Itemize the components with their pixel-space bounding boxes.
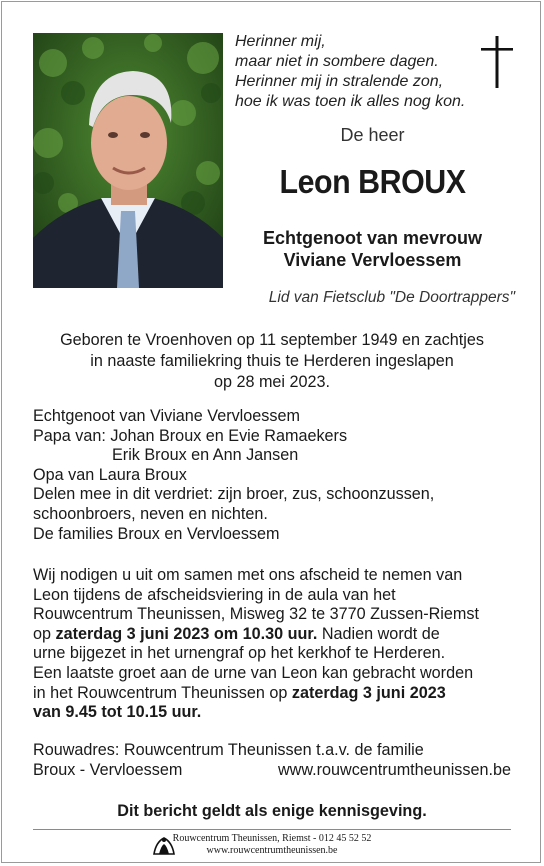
family-line: Delen mee in dit verdriet: zijn broer, zus, schoonzussen,	[33, 485, 435, 504]
club-membership: Lid van Fietsclub "De Doortrappers"	[268, 289, 515, 306]
portrait-photo	[33, 33, 223, 288]
spouse-line: Echtgenoot van mevrouw	[262, 228, 483, 248]
ceremony-line: Rouwcentrum Theunissen, Misweg 32 te 3770 Zussen-Riemst	[33, 605, 479, 624]
address-row	[33, 761, 511, 781]
mourning-address	[33, 741, 517, 780]
memorial-poem	[235, 32, 495, 112]
funeral-home-footer	[0, 833, 544, 857]
family-line: schoonbroers, neven en nichten.	[33, 504, 268, 523]
family-line: Echtgenoot van Viviane Vervloessem	[33, 407, 300, 425]
ceremony-line: Een laatste groet aan de urne van Leon kan gebracht worden	[33, 663, 474, 682]
ceremony-text: in het Rouwcentrum Theunissen op	[33, 683, 292, 702]
footer-contact: Rouwcentrum Theunissen, Riemst - 012 45 52 52	[172, 833, 372, 844]
family-line: Opa van Laura Broux	[33, 465, 187, 484]
salutation: De heer	[340, 125, 405, 145]
spouse-heading	[230, 227, 515, 271]
ceremony-line	[33, 625, 517, 645]
born-line: Geboren te Vroenhoven op 11 september 1949 en zachtjes	[60, 331, 484, 349]
footer-website[interactable]: www.rouwcentrumtheunissen.be	[206, 845, 338, 856]
notice: Dit bericht geldt als enige kennisgeving.	[117, 802, 427, 820]
ceremony-text: op	[33, 624, 56, 643]
poem-line: Herinner mij in stralende zon,	[235, 73, 444, 90]
visit-date: zaterdag 3 juni 2023	[291, 683, 446, 702]
address-line: Rouwadres: Rouwcentrum Theunissen t.a.v. de familie	[33, 741, 424, 759]
visit-time: van 9.45 tot 10.15 uur.	[33, 703, 202, 722]
ceremony-line: Leon tijdens de afscheidsviering in de aula van het	[33, 585, 396, 604]
ceremony-date-time: zaterdag 3 juni 2023 om 10.30 uur.	[55, 624, 318, 643]
ceremony-info	[33, 566, 517, 723]
ceremony-line: urne bijgezet in het urnengraf op het kerkhof te Herderen.	[33, 644, 446, 663]
born-line: op 28 mei 2023.	[213, 373, 331, 391]
family-line: De families Broux en Vervloessem	[33, 524, 280, 543]
birth-death-info	[30, 330, 514, 393]
family-list	[33, 407, 517, 544]
poem-line: hoe ik was toen ik alles nog kon.	[235, 93, 466, 110]
poem-line: maar niet in sombere dagen.	[235, 53, 439, 70]
website-link[interactable]: www.rouwcentrumtheunissen.be	[277, 760, 511, 779]
deceased-name: Leon BROUX	[279, 163, 466, 200]
family-name: Broux - Vervloessem	[33, 760, 183, 779]
cross-icon	[481, 36, 513, 88]
ceremony-line	[33, 703, 517, 723]
ceremony-line	[33, 684, 517, 704]
family-line: Papa van: Johan Broux en Evie Ramaekers	[33, 426, 348, 445]
footer-divider	[33, 829, 511, 830]
family-line: Erik Broux en Ann Jansen	[112, 446, 299, 465]
spouse-line: Viviane Vervloessem	[283, 250, 462, 270]
born-line: in naaste familiekring thuis te Herderen ingeslapen	[90, 352, 454, 370]
poem-line: Herinner mij,	[235, 33, 326, 50]
ceremony-line: Wij nodigen u uit om samen met ons afscheid te nemen van	[33, 566, 463, 584]
ceremony-text: Nadien wordt de	[317, 624, 440, 643]
